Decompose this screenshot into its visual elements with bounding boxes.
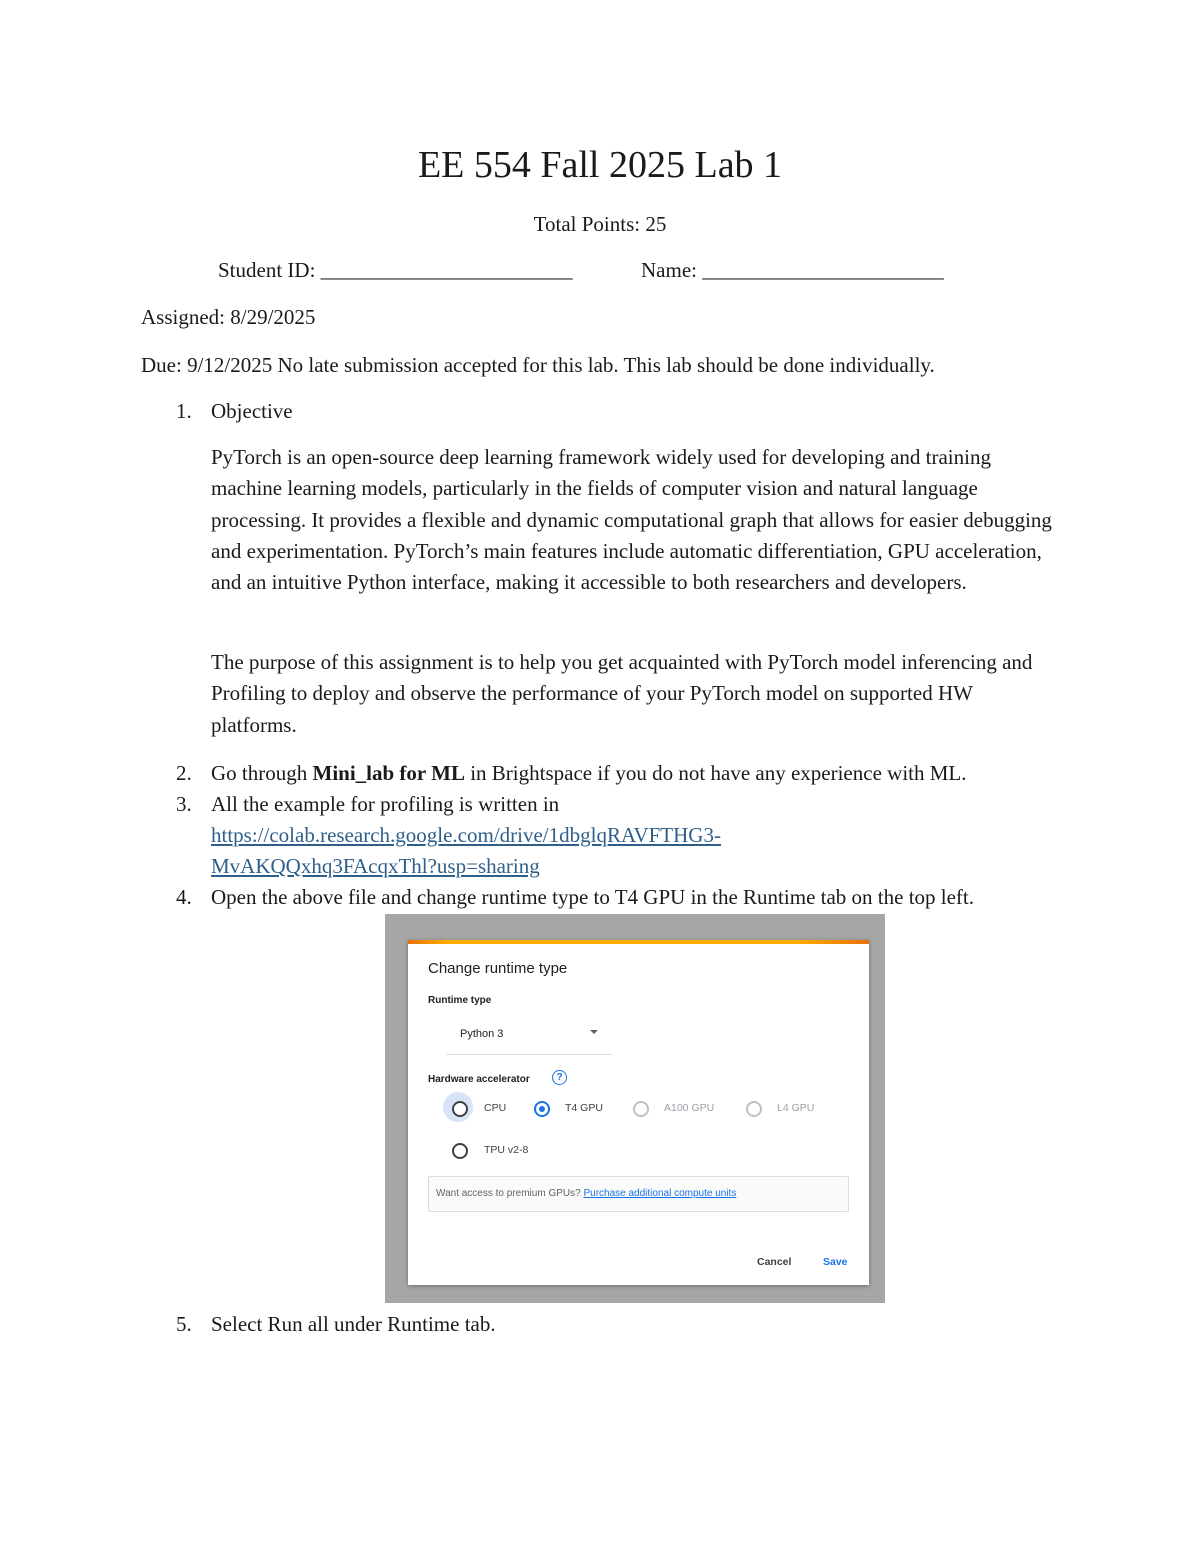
item-profiling: All the example for profiling is written in	[211, 792, 560, 816]
colab-link-continued[interactable]: MvAKQQxhq3FAcqxThl?usp=sharing	[211, 854, 540, 878]
item-mini-lab	[211, 759, 966, 787]
dialog-title: Change runtime type	[428, 960, 568, 977]
list-number: 5.	[176, 1312, 192, 1336]
change-runtime-dialog	[408, 940, 869, 1285]
mini-lab-name: Mini_lab for ML	[312, 761, 465, 785]
help-icon[interactable]: ?	[552, 1070, 567, 1085]
option-l4-gpu-label: L4 GPU	[777, 1102, 815, 1114]
premium-gpu-banner	[428, 1176, 849, 1212]
radio-t4-gpu[interactable]	[534, 1101, 550, 1117]
option-t4-gpu-label: T4 GPU	[565, 1102, 603, 1114]
purchase-compute-link[interactable]: Purchase additional compute units	[583, 1188, 737, 1199]
list-number: 3.	[176, 792, 192, 816]
radio-cpu[interactable]	[452, 1101, 468, 1117]
promo-text: Want access to premium GPUs?	[436, 1188, 581, 1199]
hardware-accelerator-label: Hardware accelerator	[428, 1074, 530, 1085]
runtime-type-value: Python 3	[460, 1028, 504, 1040]
item-text: Go through	[211, 761, 313, 785]
list-number: 2.	[176, 761, 192, 785]
item-runtime: Open the above file and change runtime type to T4 GPU in the Runtime tab on the top left.	[211, 885, 975, 909]
objective-heading: Objective	[211, 399, 293, 423]
option-cpu-label: CPU	[484, 1102, 507, 1114]
objective-paragraph: PyTorch is an open-source deep learning framework widely used for developing and training machine learning models, particularly in the fields of computer vision and natural language processing. It provides a flexible and dynamic computational graph that allows for easier debugging and experimentation. PyTorch’s main features include automatic differentiation, GPU acceleration, and an intuitive Python interface, making it accessible to both researchers and developers.	[211, 445, 1052, 595]
colab-link[interactable]: https://colab.research.google.com/drive/1dbglqRAVFTHG3-	[211, 823, 721, 847]
student-id-field: Student ID: ________________________	[218, 258, 573, 282]
runtime-type-select[interactable]	[446, 1024, 612, 1055]
option-tpu-label: TPU v2-8	[484, 1144, 529, 1156]
name-field: Name: _______________________	[641, 258, 944, 282]
assigned-date: Assigned: 8/29/2025	[141, 305, 316, 329]
radio-selected-dot	[539, 1106, 545, 1112]
item-text: in Brightspace if you do not have any experience with ML.	[464, 761, 967, 785]
radio-l4-gpu	[746, 1101, 762, 1117]
dialog-accent-bar	[408, 940, 869, 944]
purpose-paragraph: The purpose of this assignment is to help you get acquainted with PyTorch model inferencing and Profiling to deploy and observe the performance of your PyTorch model on supported HW platforms.	[211, 650, 1033, 737]
list-number: 4.	[176, 885, 192, 909]
total-points: Total Points: 25	[533, 212, 667, 236]
save-button[interactable]: Save	[823, 1256, 848, 1268]
radio-a100-gpu	[633, 1101, 649, 1117]
option-a100-gpu-label: A100 GPU	[664, 1102, 715, 1114]
radio-tpu[interactable]	[452, 1143, 468, 1159]
runtime-type-label: Runtime type	[428, 995, 492, 1006]
item-run-all: Select Run all under Runtime tab.	[211, 1312, 496, 1336]
due-date: Due: 9/12/2025 No late submission accepted for this lab. This lab should be done individually.	[141, 353, 935, 377]
chevron-down-icon	[590, 1030, 598, 1034]
runtime-dialog-screenshot	[385, 914, 885, 1303]
cancel-button[interactable]: Cancel	[757, 1256, 792, 1268]
list-number: 1.	[176, 399, 192, 423]
document-title: EE 554 Fall 2025 Lab 1	[417, 144, 783, 186]
